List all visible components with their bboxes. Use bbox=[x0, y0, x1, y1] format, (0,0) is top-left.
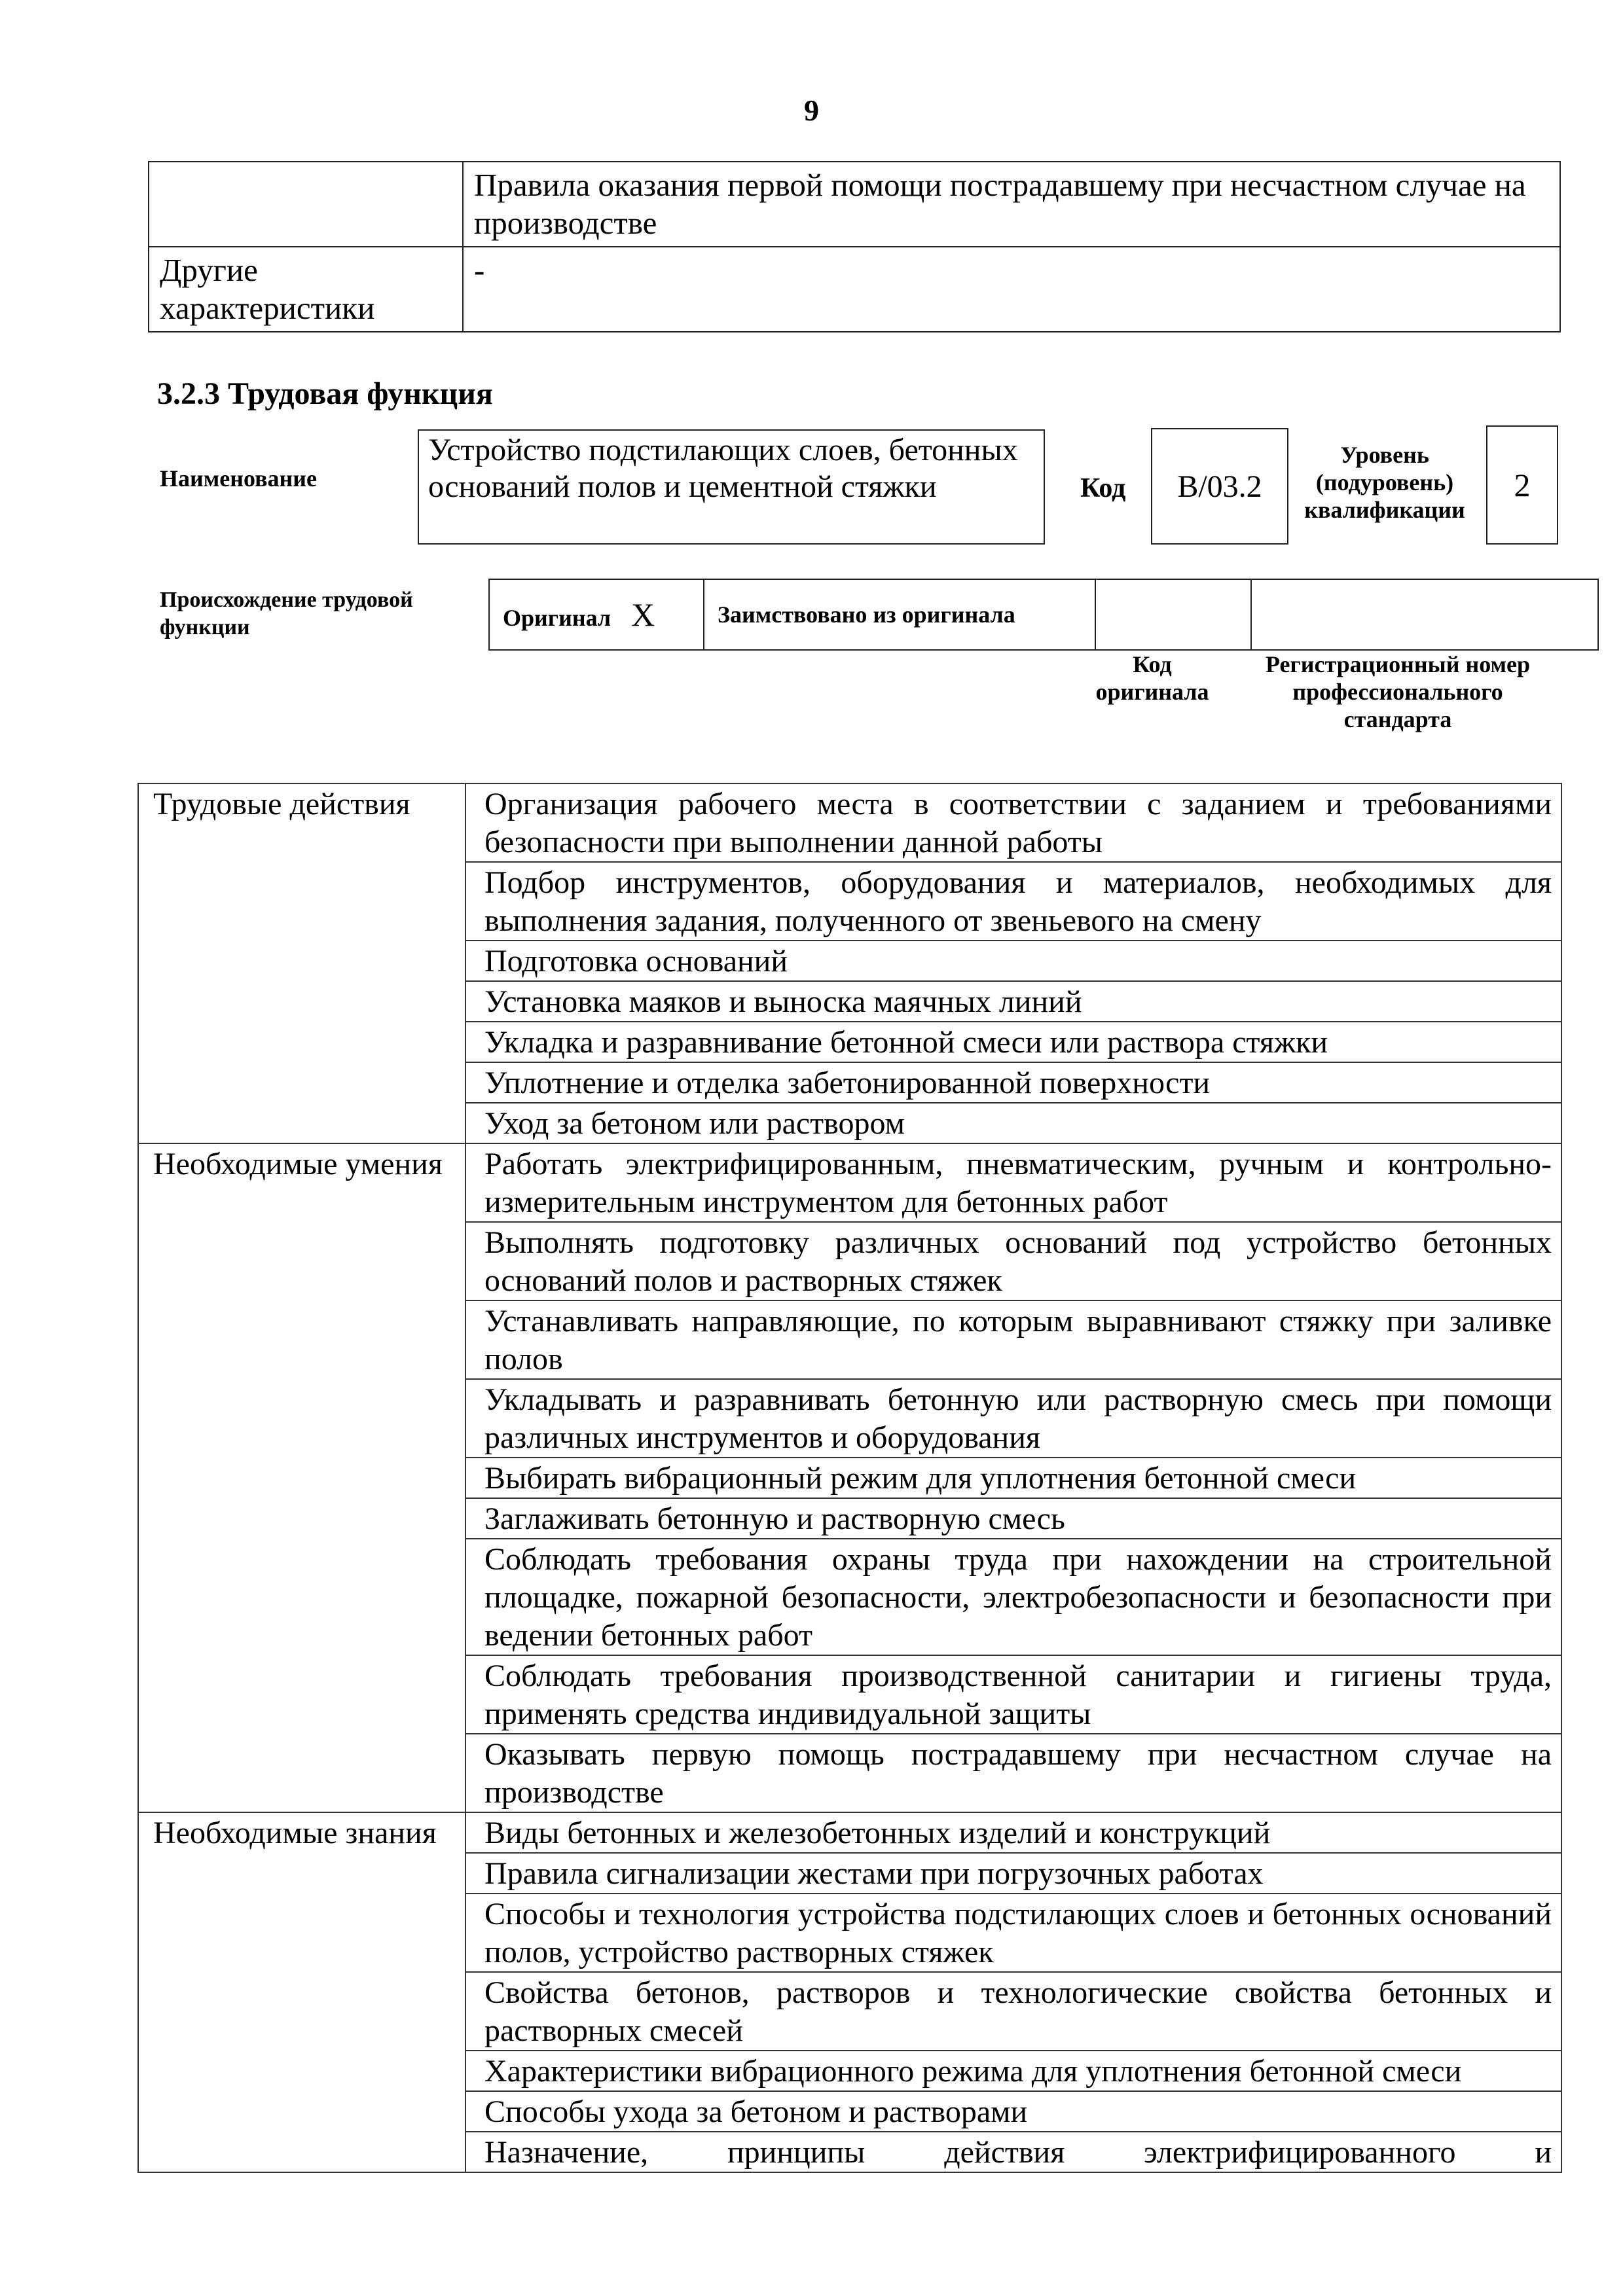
top-continuation-table bbox=[148, 161, 1561, 332]
table-row bbox=[149, 247, 1560, 332]
table-row bbox=[489, 579, 1598, 650]
table-cell-value: Правила оказания первой помощи пострадавшему при несчастном случае на производстве bbox=[463, 162, 1560, 247]
reg-number-cell bbox=[1251, 579, 1598, 650]
section-title: 3.2.3 Трудовая функция bbox=[157, 376, 493, 411]
original-cell bbox=[489, 579, 704, 650]
action-item: Установка маяков и выноска маячных линий bbox=[465, 981, 1561, 1022]
function-name-box: Устройство подстилающих слоев, бетонных оснований полов и цементной стяжки bbox=[418, 429, 1045, 545]
action-item: Организация рабочего места в соответствии с заданием и требованиями безопасности при выполнении данной работы bbox=[465, 783, 1561, 862]
labor-function-table bbox=[137, 783, 1562, 2173]
origin-label: Происхождение трудовой функции bbox=[160, 588, 413, 639]
borrowed-cell: Заимствовано из оригинала bbox=[704, 579, 1095, 650]
original-label: Оригинал bbox=[503, 605, 611, 631]
skill-item: Соблюдать требования производственной санитарии и гигиены труда, применять средства индивидуальной защиты bbox=[465, 1655, 1561, 1734]
knowledge-item: Способы ухода за бетоном и растворами bbox=[465, 2091, 1561, 2132]
original-mark: X bbox=[631, 596, 655, 633]
action-item: Подбор инструментов, оборудования и материалов, необходимых для выполнения задания, полученного от звеньевого на смену bbox=[465, 862, 1561, 941]
knowledge-item: Способы и технология устройства подстилающих слоев и бетонных оснований полов, устройство растворных стяжек bbox=[465, 1893, 1561, 1972]
skill-item: Укладывать и разравнивать бетонную или растворную смесь при помощи различных инструментов и оборудования bbox=[465, 1379, 1561, 1458]
origin-table bbox=[488, 579, 1599, 651]
page-number: 9 bbox=[804, 94, 819, 127]
table-row bbox=[149, 162, 1560, 247]
reg-number-caption: Регистрационный номер профессионального стандарта bbox=[1265, 651, 1531, 732]
qualification-level-label: Уровень (подуровень) квалификации bbox=[1304, 442, 1465, 523]
skills-heading: Необходимые умения bbox=[138, 1143, 465, 1812]
knowledge-item: Назначение, принципы действия электрифицированного и bbox=[465, 2132, 1561, 2172]
knowledge-heading: Необходимые знания bbox=[138, 1812, 465, 2172]
original-code-caption: Код оригинала bbox=[1095, 651, 1209, 705]
code-label: Код bbox=[1080, 473, 1126, 503]
action-item: Уплотнение и отделка забетонированной поверхности bbox=[465, 1062, 1561, 1103]
skill-item: Работать электрифицированным, пневматическим, ручным и контрольно-измерительным инструментом для бетонных работ bbox=[465, 1143, 1561, 1222]
table-cell-label bbox=[149, 162, 463, 247]
knowledge-item: Виды бетонных и железобетонных изделий и конструкций bbox=[465, 1812, 1561, 1853]
knowledge-item: Характеристики вибрационного режима для уплотнения бетонной смеси bbox=[465, 2051, 1561, 2091]
knowledge-item: Правила сигнализации жестами при погрузочных работах bbox=[465, 1853, 1561, 1893]
function-code-box: В/03.2 bbox=[1151, 428, 1288, 545]
action-item: Уход за бетоном или раствором bbox=[465, 1103, 1561, 1143]
table-row bbox=[138, 783, 1561, 862]
action-item: Укладка и разравнивание бетонной смеси или раствора стяжки bbox=[465, 1022, 1561, 1062]
skill-item: Выполнять подготовку различных оснований под устройство бетонных оснований полов и растворных стяжек bbox=[465, 1222, 1561, 1300]
table-cell-label: Другие характеристики bbox=[149, 247, 463, 332]
actions-heading: Трудовые действия bbox=[138, 783, 465, 1143]
qualification-level-box: 2 bbox=[1486, 425, 1558, 545]
name-label: Наименование bbox=[160, 465, 317, 492]
knowledge-item: Свойства бетонов, растворов и технологические свойства бетонных и растворных смесей bbox=[465, 1972, 1561, 2051]
table-cell-value: - bbox=[463, 247, 1560, 332]
skill-item: Заглаживать бетонную и растворную смесь bbox=[465, 1498, 1561, 1539]
table-row bbox=[138, 1143, 1561, 1222]
skill-item: Соблюдать требования охраны труда при нахождении на строительной площадке, пожарной безопасности, электробезопасности и безопасности при ведении бетонных работ bbox=[465, 1539, 1561, 1655]
skill-item: Устанавливать направляющие, по которым выравнивают стяжку при заливке полов bbox=[465, 1300, 1561, 1379]
skill-item: Выбирать вибрационный режим для уплотнения бетонной смеси bbox=[465, 1458, 1561, 1498]
original-code-cell bbox=[1095, 579, 1251, 650]
table-row bbox=[138, 1812, 1561, 1853]
action-item: Подготовка оснований bbox=[465, 941, 1561, 981]
skill-item: Оказывать первую помощь пострадавшему при несчастном случае на производстве bbox=[465, 1734, 1561, 1812]
